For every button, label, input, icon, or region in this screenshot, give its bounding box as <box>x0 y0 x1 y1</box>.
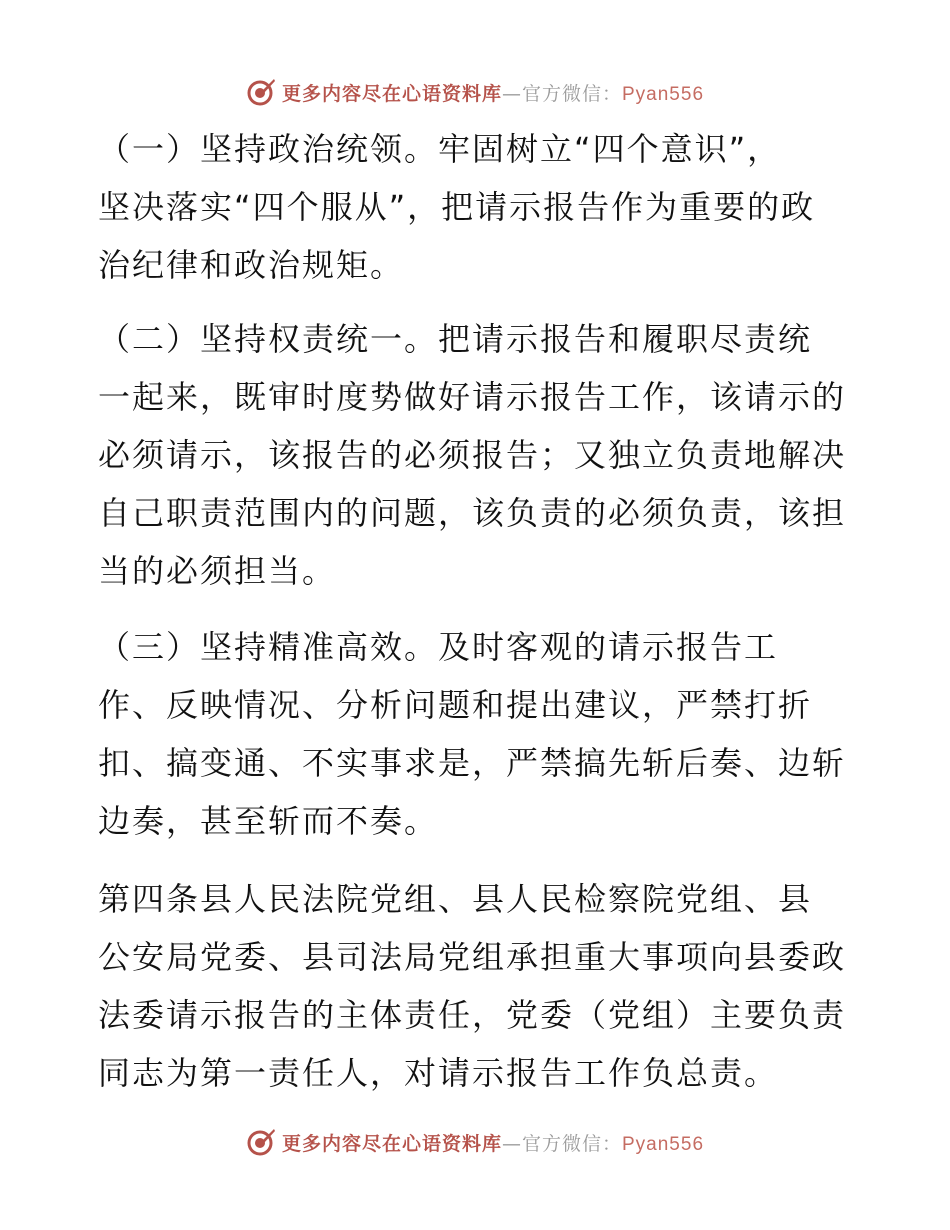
watermark-text <box>282 79 704 106</box>
pen-logo-icon <box>246 1127 276 1157</box>
text-line: 当的必须担当。 <box>98 552 337 590</box>
watermark-wechat-label: 官方微信： <box>521 82 622 105</box>
text-line: （一）坚持政治统领。牢固树立“四个意识”， <box>98 130 782 168</box>
paragraph-power-responsibility <box>98 310 858 600</box>
text-line: 作、反映情况、分析问题和提出建议，严禁打折 <box>98 686 813 724</box>
watermark-wechat-id: Pyan556 <box>622 83 705 105</box>
pen-logo-icon <box>246 77 276 107</box>
document-body <box>98 120 858 1102</box>
text-line: （三）坚持精准高效。及时客观的请示报告工 <box>98 628 779 666</box>
footer-watermark <box>0 1122 950 1162</box>
text-line: 第四条县人民法院党组、县人民检察院党组、县 <box>98 880 813 918</box>
watermark-text <box>282 1129 704 1156</box>
text-line: 一起来，既审时度势做好请示报告工作，该请示的 <box>98 378 847 416</box>
text-line: 公安局党委、县司法局党组承担重大事项向县委政 <box>98 938 847 976</box>
watermark-wechat-label: 官方微信： <box>521 1132 622 1155</box>
watermark-separator: — <box>501 1132 522 1155</box>
paragraph-political-leadership <box>98 120 858 294</box>
text-line: 治纪律和政治规矩。 <box>98 246 405 284</box>
text-line: （二）坚持权责统一。把请示报告和履职尽责统 <box>98 320 813 358</box>
text-line: 法委请示报告的主体责任，党委（党组）主要负责 <box>98 996 847 1034</box>
text-line: 同志为第一责任人，对请示报告工作负总责。 <box>98 1054 779 1092</box>
header-watermark <box>0 72 950 112</box>
watermark-main-text: 更多内容尽在心语资料库 <box>281 1132 502 1155</box>
watermark-wechat-id: Pyan556 <box>622 1133 705 1155</box>
text-line: 扣、搞变通、不实事求是，严禁搞先斩后奏、边斩 <box>98 744 847 782</box>
watermark-main-text: 更多内容尽在心语资料库 <box>281 82 502 105</box>
text-line: 坚决落实“四个服从”，把请示报告作为重要的政 <box>98 188 816 226</box>
paragraph-article-four <box>98 870 858 1102</box>
text-line: 必须请示，该报告的必须报告；又独立负责地解决 <box>98 436 847 474</box>
paragraph-precision-efficiency <box>98 618 858 850</box>
text-line: 自己职责范围内的问题，该负责的必须负责，该担 <box>98 494 847 532</box>
text-line: 边奏，甚至斩而不奏。 <box>98 802 439 840</box>
watermark-separator: — <box>501 82 522 105</box>
